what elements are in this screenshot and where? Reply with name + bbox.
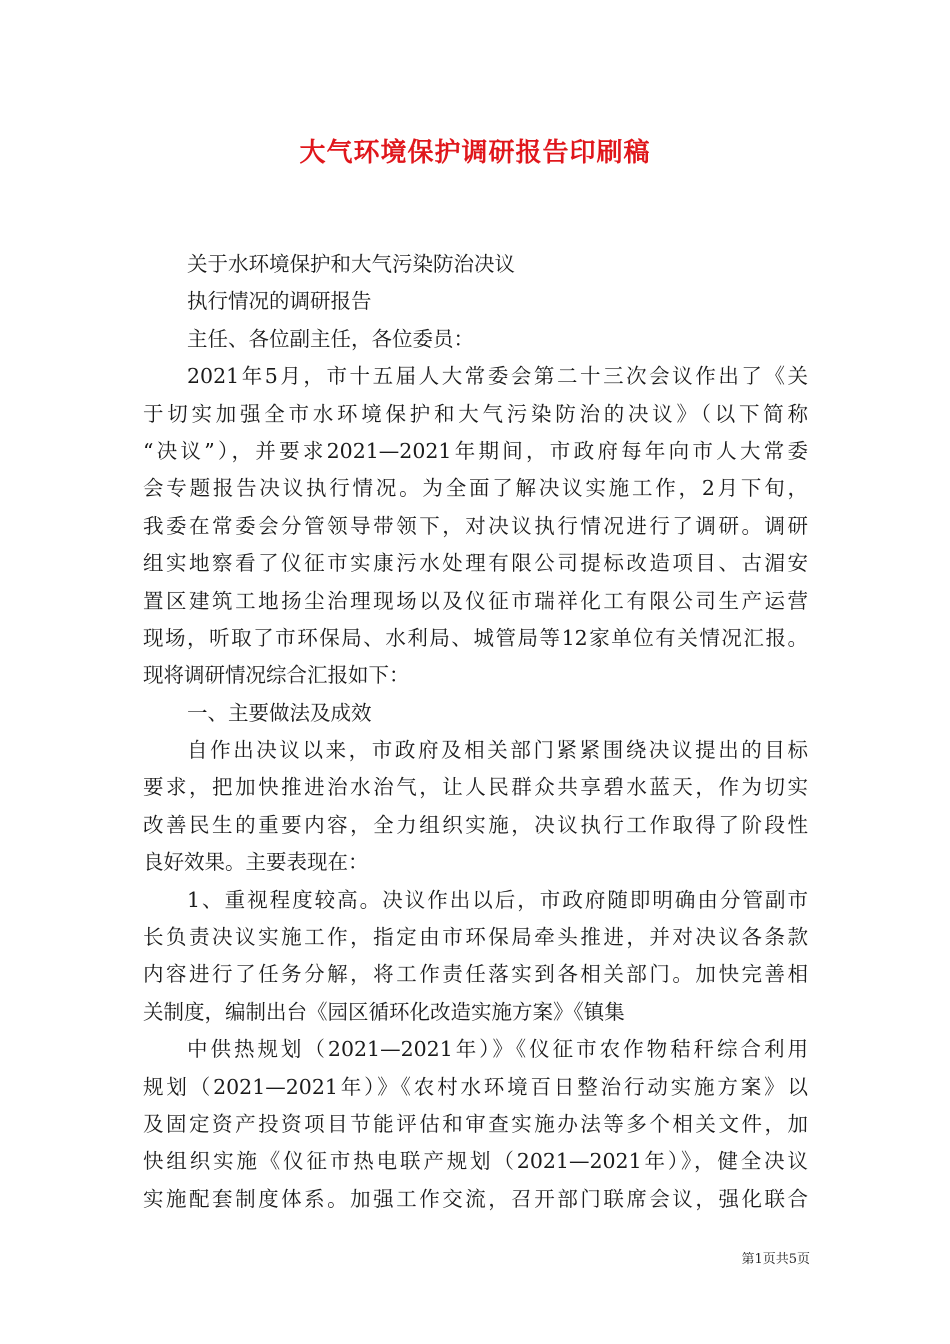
text-line: 实施配套制度体系。加强工作交流，召开部门联席会议，强化联合 [143, 1186, 808, 1211]
text-line: 1、重视程度较高。决议作出以后，市政府随即明确由分管副市 [187, 887, 808, 912]
text-line: 良好效果。主要表现在： [143, 850, 369, 875]
text-line: 及固定资产投资项目节能评估和审查实施办法等多个相关文件，加 [143, 1111, 808, 1136]
text-line: 我委在常委会分管领导带领下，对决议执行情况进行了调研。调研 [143, 513, 808, 538]
section-heading: 一、主要做法及成效 [187, 700, 372, 725]
page-number: 第1页共5页 [741, 1252, 810, 1267]
document-title: 大气环境保护调研报告印刷稿 [299, 138, 651, 168]
text-line: 关于水环境保护和大气污染防治决议 [187, 252, 515, 276]
text-line: 长负责决议实施工作，指定由市环保局牵头推进，并对决议各条款 [143, 925, 808, 950]
text-line: 组实地察看了仪征市实康污水处理有限公司提标改造项目、古湄安 [143, 551, 808, 576]
text-line: 现场，听取了市环保局、水利局、城管局等12家单位有关情况汇报。 [143, 625, 808, 650]
text-line: 改善民生的重要内容，全力组织实施，决议执行工作取得了阶段性 [143, 812, 808, 837]
text-line: 于切实加强全市水环境保护和大气污染防治的决议》（以下简称 [143, 401, 808, 426]
text-line: 自作出决议以来，市政府及相关部门紧紧围绕决议提出的目标 [187, 738, 808, 763]
text-line: 规划（2021—2021年）》《农村水环境百日整治行动实施方案》以 [143, 1074, 808, 1099]
text-line: 执行情况的调研报告 [187, 289, 372, 314]
text-line: 主任、各位副主任，各位委员： [187, 326, 474, 351]
text-line: 会专题报告决议执行情况。为全面了解决议实施工作，2月下旬， [143, 476, 808, 501]
text-line: 中供热规划（2021—2021年）》《仪征市农作物秸秆综合利用 [187, 1037, 808, 1062]
text-line: 2021年5月，市十五届人大常委会第二十三次会议作出了《关 [187, 364, 808, 389]
text-line: 内容进行了任务分解，将工作责任落实到各相关部门。加快完善相 [143, 962, 808, 987]
text-line: 关制度，编制出台《园区循环化改造实施方案》《镇集 [143, 999, 625, 1024]
text-line: 要求，把加快推进治水治气，让人民群众共享碧水蓝天，作为切实 [143, 775, 808, 800]
text-line: “决议”），并要求2021—2021年期间，市政府每年向市人大常委 [143, 438, 808, 463]
text-line: 现将调研情况综合汇报如下： [143, 663, 410, 688]
text-line: 快组织实施《仪征市热电联产规划（2021—2021年）》，健全决议 [143, 1149, 808, 1174]
text-line: 置区建筑工地扬尘治理现场以及仪征市瑞祥化工有限公司生产运营 [143, 588, 808, 613]
document-body [143, 246, 808, 1218]
